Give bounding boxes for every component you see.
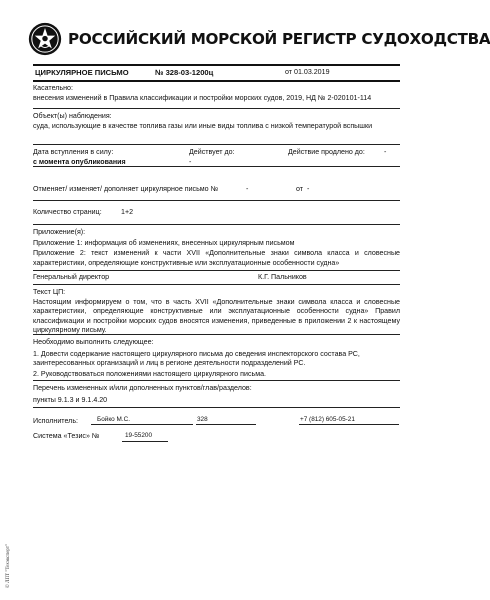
system-number-underline: [122, 441, 168, 442]
rule-1: [33, 108, 400, 109]
rule-6: [33, 270, 400, 271]
cancels-label: Отменяет/ изменяет/ дополняет циркулярное письмо №: [33, 185, 219, 193]
rule-9: [33, 380, 400, 381]
pages-label: Количество страниц:: [33, 208, 102, 216]
actions-label: Необходимо выполнить следующее:: [33, 338, 154, 346]
appendix-item: Приложение 1: информация об изменениях, внесенных циркулярным письмом: [33, 238, 295, 247]
rule-5: [33, 224, 400, 225]
letter-number: № 328-03-1200ц: [155, 68, 214, 77]
changed-items-section: [33, 384, 400, 405]
executor-name: Бойко М.С.: [97, 416, 131, 423]
letter-type: ЦИРКУЛЯРНОЕ ПИСЬМО: [35, 68, 129, 77]
rule-4: [33, 200, 400, 201]
side-stamp: © ЛПТ "Техэксперт": [6, 543, 11, 588]
objects-section: [33, 112, 400, 131]
changed-items-label: Перечень измененных и/или дополненных пунктов/глав/разделов:: [33, 384, 252, 392]
subject-label: Касательно:: [33, 84, 73, 92]
signatory-position: Генеральный директор: [33, 273, 110, 281]
effective-date-label: Дата вступления в силу:: [33, 148, 114, 156]
dates-section: [33, 148, 400, 178]
executor-label: Исполнитель:: [33, 417, 78, 425]
objects-text: суда, использующие в качестве топлива газы или иные виды топлива с низкой температурой вспышки: [33, 121, 373, 130]
changed-items-text: пункты 9.1.3 и 9.1.4.20: [33, 395, 108, 404]
rule-2: [33, 144, 400, 145]
appendices-section: [33, 228, 400, 268]
executor-phone: +7 (812) 605-05-21: [300, 416, 355, 423]
action-item: 1. Довести содержание настоящего циркулярного письма до сведения инспекторского состава РС, заинтересованных организаций и лиц в регионе деятельности подразделений РС.: [33, 349, 360, 368]
executor-ext-underline: [196, 424, 256, 425]
subject-text: внесения изменений в Правила классификации и постройки морских судов, 2019, НД № 2-020101-114: [33, 93, 372, 102]
action-item: 2. Руководствоваться положениями настоящего циркулярного письма.: [33, 369, 266, 378]
pages-value: 1+2: [121, 208, 134, 216]
objects-label: Объект(ы) наблюдения:: [33, 112, 112, 120]
letter-title-row: [33, 66, 400, 78]
rule-7: [33, 284, 400, 285]
system-section: [33, 432, 400, 444]
extended-until-value: -: [384, 148, 387, 156]
signatory-name: К.Г. Пальников: [258, 273, 307, 281]
executor-section: [33, 417, 400, 429]
body-text: Настоящим информируем о том, что в часть XVII «Дополнительные знаки символа класса и словесные характеристики, определяющие конструктивные или эксплуатационные особенности судна» Правил классификации и постройки морских судов вносятся изменения, приведенные в приложении 2 к настоящему циркулярному письму.: [33, 297, 400, 335]
executor-phone-underline: [299, 424, 399, 425]
rule-3: [33, 166, 400, 167]
executor-name-underline: [91, 424, 193, 425]
appendices-label: Приложение(я):: [33, 228, 86, 236]
pages-section: [33, 208, 400, 220]
cancels-date-label: от: [296, 185, 304, 193]
system-label: Система «Тезис» №: [33, 432, 100, 440]
body-label: Текст ЦП:: [33, 288, 66, 296]
letterhead: [28, 22, 490, 62]
system-number: 19-55200: [125, 432, 153, 439]
rule-8: [33, 334, 400, 335]
cancels-section: [33, 185, 400, 197]
rule-10: [33, 407, 400, 408]
title-rule: [33, 80, 400, 82]
subject-section: [33, 84, 400, 103]
valid-until-label: Действует до:: [189, 148, 235, 156]
effective-date-value: с момента опубликования: [33, 157, 126, 166]
extended-until-label: Действие продлено до:: [288, 148, 365, 156]
rs-register-emblem-icon: [28, 22, 62, 56]
org-name: РОССИЙСКИЙ МОРСКОЙ РЕГИСТР СУДОХОДСТВА: [68, 30, 490, 48]
letter-date: от 01.03.2019: [285, 68, 330, 76]
valid-until-value: -: [189, 157, 192, 166]
actions-section: [33, 338, 400, 379]
cancels-date-value: -: [307, 185, 310, 193]
executor-extension: 328: [197, 416, 208, 423]
body-section: [33, 288, 400, 336]
appendix-item: Приложение 2: текст изменений к части XVII «Дополнительные знаки символа класса и словесные характеристики, определяющие конструктивные или эксплуатационные особенности судна»: [33, 249, 400, 267]
cancels-number: -: [246, 185, 249, 193]
